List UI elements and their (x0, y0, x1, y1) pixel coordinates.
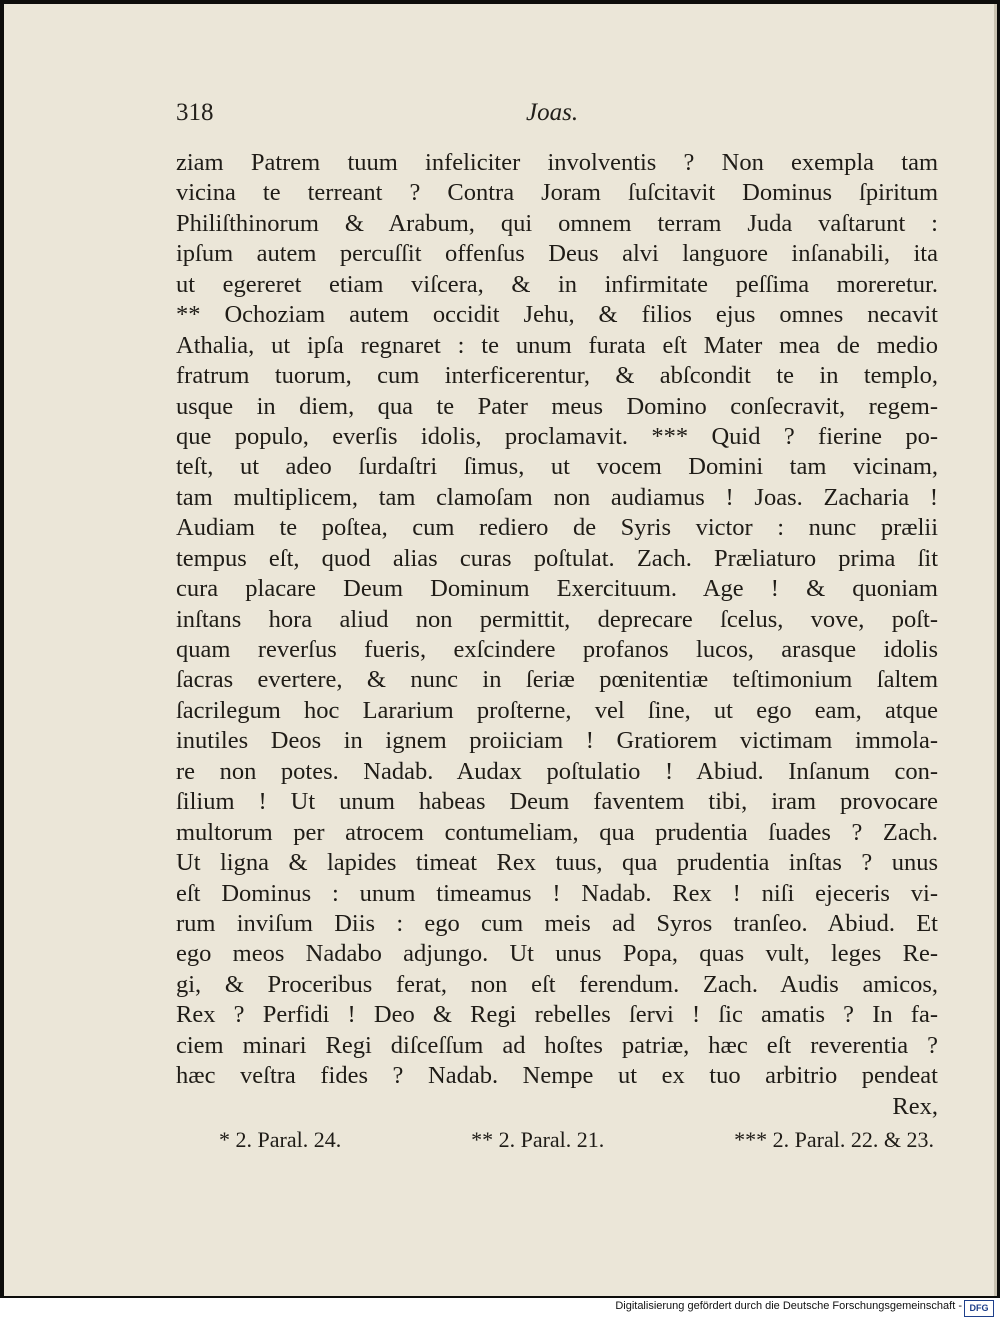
text-line: ſacrilegum hoc Lararium proſterne, vel ſine, ut ego eam, atque (176, 696, 938, 724)
text-line: cura placare Deum Dominum Exercituum. Age ! & quoniam (176, 575, 938, 603)
body-text (176, 148, 938, 1122)
text-line: multorum per atrocem contumeliam, qua prudentia ſuades ? Zach. (176, 818, 938, 846)
text-line: ziam Patrem tuum infeliciter involventis ? Non exempla tam (176, 149, 938, 176)
text-line: usque in diem, qua te Pater meus Domino conſecravit, regem- (176, 392, 938, 420)
footnote: *** 2. Paral. 22. & 23. (734, 1127, 934, 1152)
footnote: ** 2. Paral. 21. (471, 1127, 605, 1152)
footnote: * 2. Paral. 24. (219, 1127, 342, 1152)
funding-credit: Digitalisierung gefördert durch die Deutsche Forschungsgemeinschaft - (615, 1300, 962, 1312)
book-page (4, 4, 997, 1296)
running-title: Joas. (526, 99, 579, 126)
text-line: ut egereret etiam viſcera, & in infirmitate peſſima moreretur. (176, 270, 938, 298)
text-line: ſilium ! Ut unum habeas Deum faventem tibi, iram provocare (176, 788, 938, 816)
dfg-logo: DFG (964, 1300, 994, 1317)
text-line: quam reverſus fueris, exſcindere profanos lucos, arasque idolis (176, 636, 938, 663)
text-line: inutiles Deos in ignem proiiciam ! Gratiorem victimam immola- (176, 727, 938, 755)
text-line: que populo, everſis idolis, proclamavit. *** Quid ? fierine po- (176, 422, 938, 450)
text-line: vicina te terreant ? Contra Joram ſuſcitavit Dominus ſpiritum (176, 179, 938, 207)
text-line: tempus eſt, quod alias curas poſtulat. Zach. Præliaturo prima ſit (176, 544, 938, 572)
page-number: 318 (176, 99, 214, 126)
text-line: eſt Dominus : unum timeamus ! Nadab. Rex ! niſi ejeceris vi- (176, 879, 938, 907)
text-line: teſt, ut adeo ſurdaſtri ſimus, ut vocem Domini tam vicinam, (176, 453, 938, 481)
footnotes (219, 1127, 934, 1159)
text-line: Philiſthinorum & Arabum, qui omnem terram Juda vaſtarunt : (176, 209, 938, 237)
text-line: re non potes. Nadab. Audax poſtulatio ! Abiud. Inſanum con- (176, 757, 938, 785)
digitization-footer (0, 1298, 1000, 1319)
text-line: ego meos Nadabo adjungo. Ut unus Popa, quas vult, leges Re- (176, 940, 938, 968)
text-line: fratrum tuorum, cum interficerentur, & abſcondit te in templo, (176, 362, 938, 390)
text-line: ** Ochoziam autem occidit Jehu, & filios ejus omnes necavit (176, 301, 938, 329)
text-line: Rex ? Perfidi ! Deo & Regi rebelles ſervi ! ſic amatis ? In fa- (176, 1001, 938, 1029)
text-line: Athalia, ut ipſa regnaret : te unum furata eſt Mater mea de medio (176, 331, 938, 359)
text-line: ipſum autem percuſſit offenſus Deus alvi languore inſanabili, ita (176, 240, 938, 268)
text-line: gi, & Proceribus ferat, non eſt ferendum. Zach. Audis amicos, (176, 970, 938, 998)
text-line: ciem minari Regi diſceſſum ad hoſtes patriæ, hæc eſt reverentia ? (176, 1031, 938, 1059)
text-line: hæc veſtra fides ? Nadab. Nempe ut ex tuo arbitrio pendeat (176, 1062, 938, 1090)
text-line: rum inviſum Diis : ego cum meis ad Syros tranſeo. Abiud. Et (176, 909, 938, 937)
page-header (176, 99, 936, 139)
catchword: Rex, (892, 1092, 938, 1120)
text-line: ſacras evertere, & nunc in ſeriæ pœnitentiæ teſtimonium ſaltem (176, 666, 938, 694)
text-line: Audiam te poſtea, cum rediero de Syris victor : nunc prælii (176, 514, 938, 542)
text-line: tam multiplicem, tam clamoſam non audiamus ! Joas. Zacharia ! (176, 483, 938, 511)
text-line: inſtans hora aliud non permittit, deprecare ſcelus, vove, poſt- (176, 605, 938, 633)
text-line: Ut ligna & lapides timeat Rex tuus, qua prudentia inſtas ? unus (176, 849, 938, 877)
